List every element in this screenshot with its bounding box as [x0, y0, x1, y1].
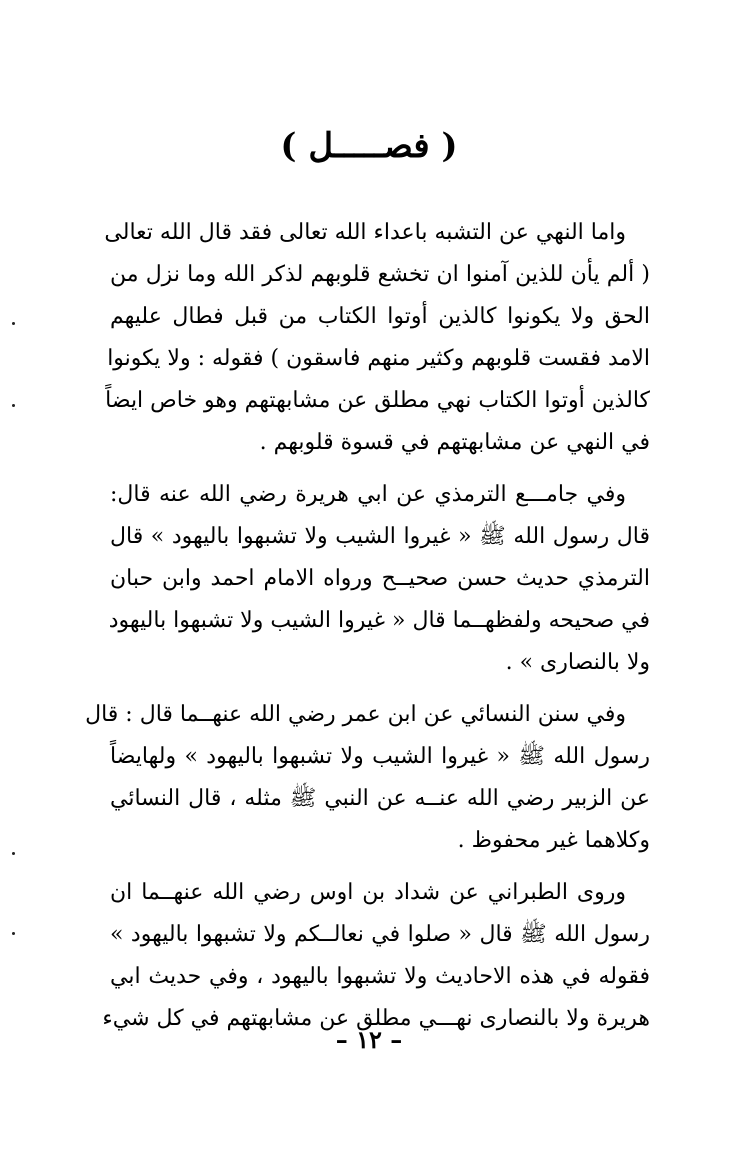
text-line: عن الزبير رضي الله عنــه عن النبي ﷺ مثله ، قال النسائي	[110, 786, 650, 811]
margin-speck	[12, 322, 15, 325]
text-line: كالذين أوتوا الكتاب نهي مطلق عن مشابهتهم وهو خاص ايضاً	[105, 388, 650, 413]
paragraph-2	[110, 474, 650, 684]
body-text	[85, 212, 650, 1050]
margin-speck	[12, 852, 15, 855]
text-line: ( ألم يأن للذين آمنوا ان تخشع قلوبهم لذكر الله وما نزل من	[110, 262, 650, 287]
text-line: ولا بالنصارى » .	[505, 650, 650, 675]
margin-speck	[12, 932, 15, 935]
text-line: قال رسول الله ﷺ « غيروا الشيب ولا تشبهوا باليهود » قال	[110, 524, 650, 549]
text-line: رسول الله ﷺ قال « صلوا في نعالــكم ولا تشبهوا باليهود »	[110, 922, 650, 947]
paragraph-1	[104, 212, 650, 464]
text-line: الحق ولا يكونوا كالذين أوتوا الكتاب من قبل فطال عليهم	[110, 304, 650, 329]
text-line: هريرة ولا بالنصارى نهـــي مطلق عن مشابهتهم في كل شيء	[102, 1006, 650, 1031]
section-heading: ( فصـــــل )	[280, 126, 458, 166]
paragraph-3	[85, 694, 650, 862]
text-line: وروى الطبراني عن شداد بن اوس رضي الله عنهــما ان	[110, 880, 626, 905]
text-line: رسول الله ﷺ « غيروا الشيب ولا تشبهوا باليهود » ولهايضاً	[110, 744, 650, 769]
text-line: وكلاهما غير محفوظ .	[457, 828, 650, 853]
text-line: الامد فقست قلوبهم وكثير منهم فاسقون ) فقوله : ولا يكونوا	[107, 346, 650, 371]
text-line: في النهي عن مشابهتهم في قسوة قلوبهم .	[259, 430, 650, 455]
paragraph-4	[102, 872, 650, 1040]
text-line: الترمذي حديث حسن صحيــح ورواه الامام احمد وابن حبان	[110, 566, 650, 591]
text-line: وفي سنن النسائي عن ابن عمر رضي الله عنهــما قال : قال	[85, 702, 626, 727]
text-line: فقوله في هذه الاحاديث ولا تشبهوا باليهود ، وفي حديث ابي	[110, 964, 650, 989]
text-line: وفي جامـــع الترمذي عن ابي هريرة رضي الله عنه قال:	[110, 482, 626, 507]
page-number: – ١٢ –	[335, 1025, 403, 1054]
text-line: واما النهي عن التشبه باعداء الله تعالى فقد قال الله تعالى	[104, 220, 626, 245]
margin-speck	[12, 404, 15, 407]
text-line: في صحيحه ولفظهــما قال « غيروا الشيب ولا تشبهوا باليهود	[108, 608, 650, 633]
